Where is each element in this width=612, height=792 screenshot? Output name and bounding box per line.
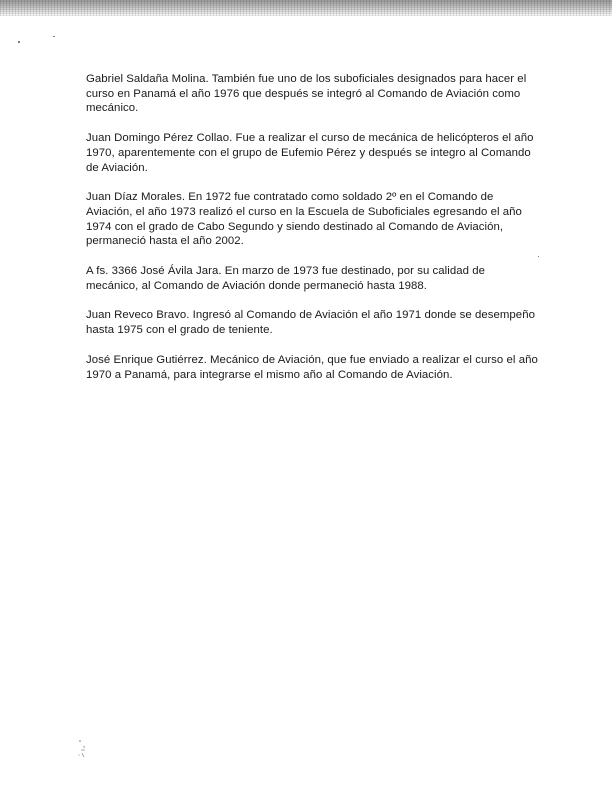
text-line: curso en Panamá el año 1976 que después se integró al Comando de Aviación como	[86, 87, 521, 100]
scan-speck	[53, 36, 55, 37]
text-line: permaneció hasta el año 2002.	[86, 235, 244, 248]
text-line: Aviación, el año 1973 realizó el curso en la Escuela de Suboficiales egresando el año	[86, 205, 522, 218]
paragraph-juan-reveco-bravo	[86, 308, 576, 337]
text-line: Juan Reveco Bravo. Ingresó al Comando de Aviación el año 1971 donde se desempeño	[86, 309, 535, 322]
paragraph-juan-diaz-morales	[86, 190, 576, 249]
paragraph-juan-perez-collao	[86, 131, 576, 175]
scan-edge-noise	[0, 0, 612, 16]
paragraph-gabriel-saldana	[86, 72, 576, 116]
text-line: Juan Díaz Morales. En 1972 fue contratado como soldado 2º en el Comando de	[86, 191, 494, 204]
text-line: de Aviación.	[86, 161, 148, 174]
paragraph-jose-enrique-gutierrez	[86, 353, 576, 382]
margin-scan-marks	[76, 738, 90, 760]
scan-speck	[18, 41, 20, 43]
text-line: José Enrique Gutiérrez. Mecánico de Aviación, que fue enviado a realizar el curso el año	[86, 353, 538, 366]
text-line: hasta 1975 con el grado de teniente.	[86, 324, 273, 337]
text-line: 1974 con el grado de Cabo Segundo y siendo destinado al Comando de Aviación,	[86, 220, 504, 233]
text-line: mecánico, al Comando de Aviación donde permaneció hasta 1988.	[86, 279, 427, 292]
paragraph-jose-avila-jara	[86, 264, 576, 293]
text-line: 1970 a Panamá, para integrarse el mismo año al Comando de Aviación.	[86, 368, 453, 381]
text-line: 1970, aparentemente con el grupo de Eufemio Pérez y después se integro al Comando	[86, 146, 531, 159]
text-line: A fs. 3366 José Ávila Jara. En marzo de 1973 fue destinado, por su calidad de	[86, 265, 485, 278]
text-line: Gabriel Saldaña Molina. También fue uno de los suboficiales designados para hacer el	[86, 73, 527, 85]
text-line: mecánico.	[86, 102, 139, 115]
text-line: Juan Domingo Pérez Collao. Fue a realizar el curso de mecánica de helicópteros el año	[86, 132, 534, 145]
document-body	[86, 72, 576, 397]
